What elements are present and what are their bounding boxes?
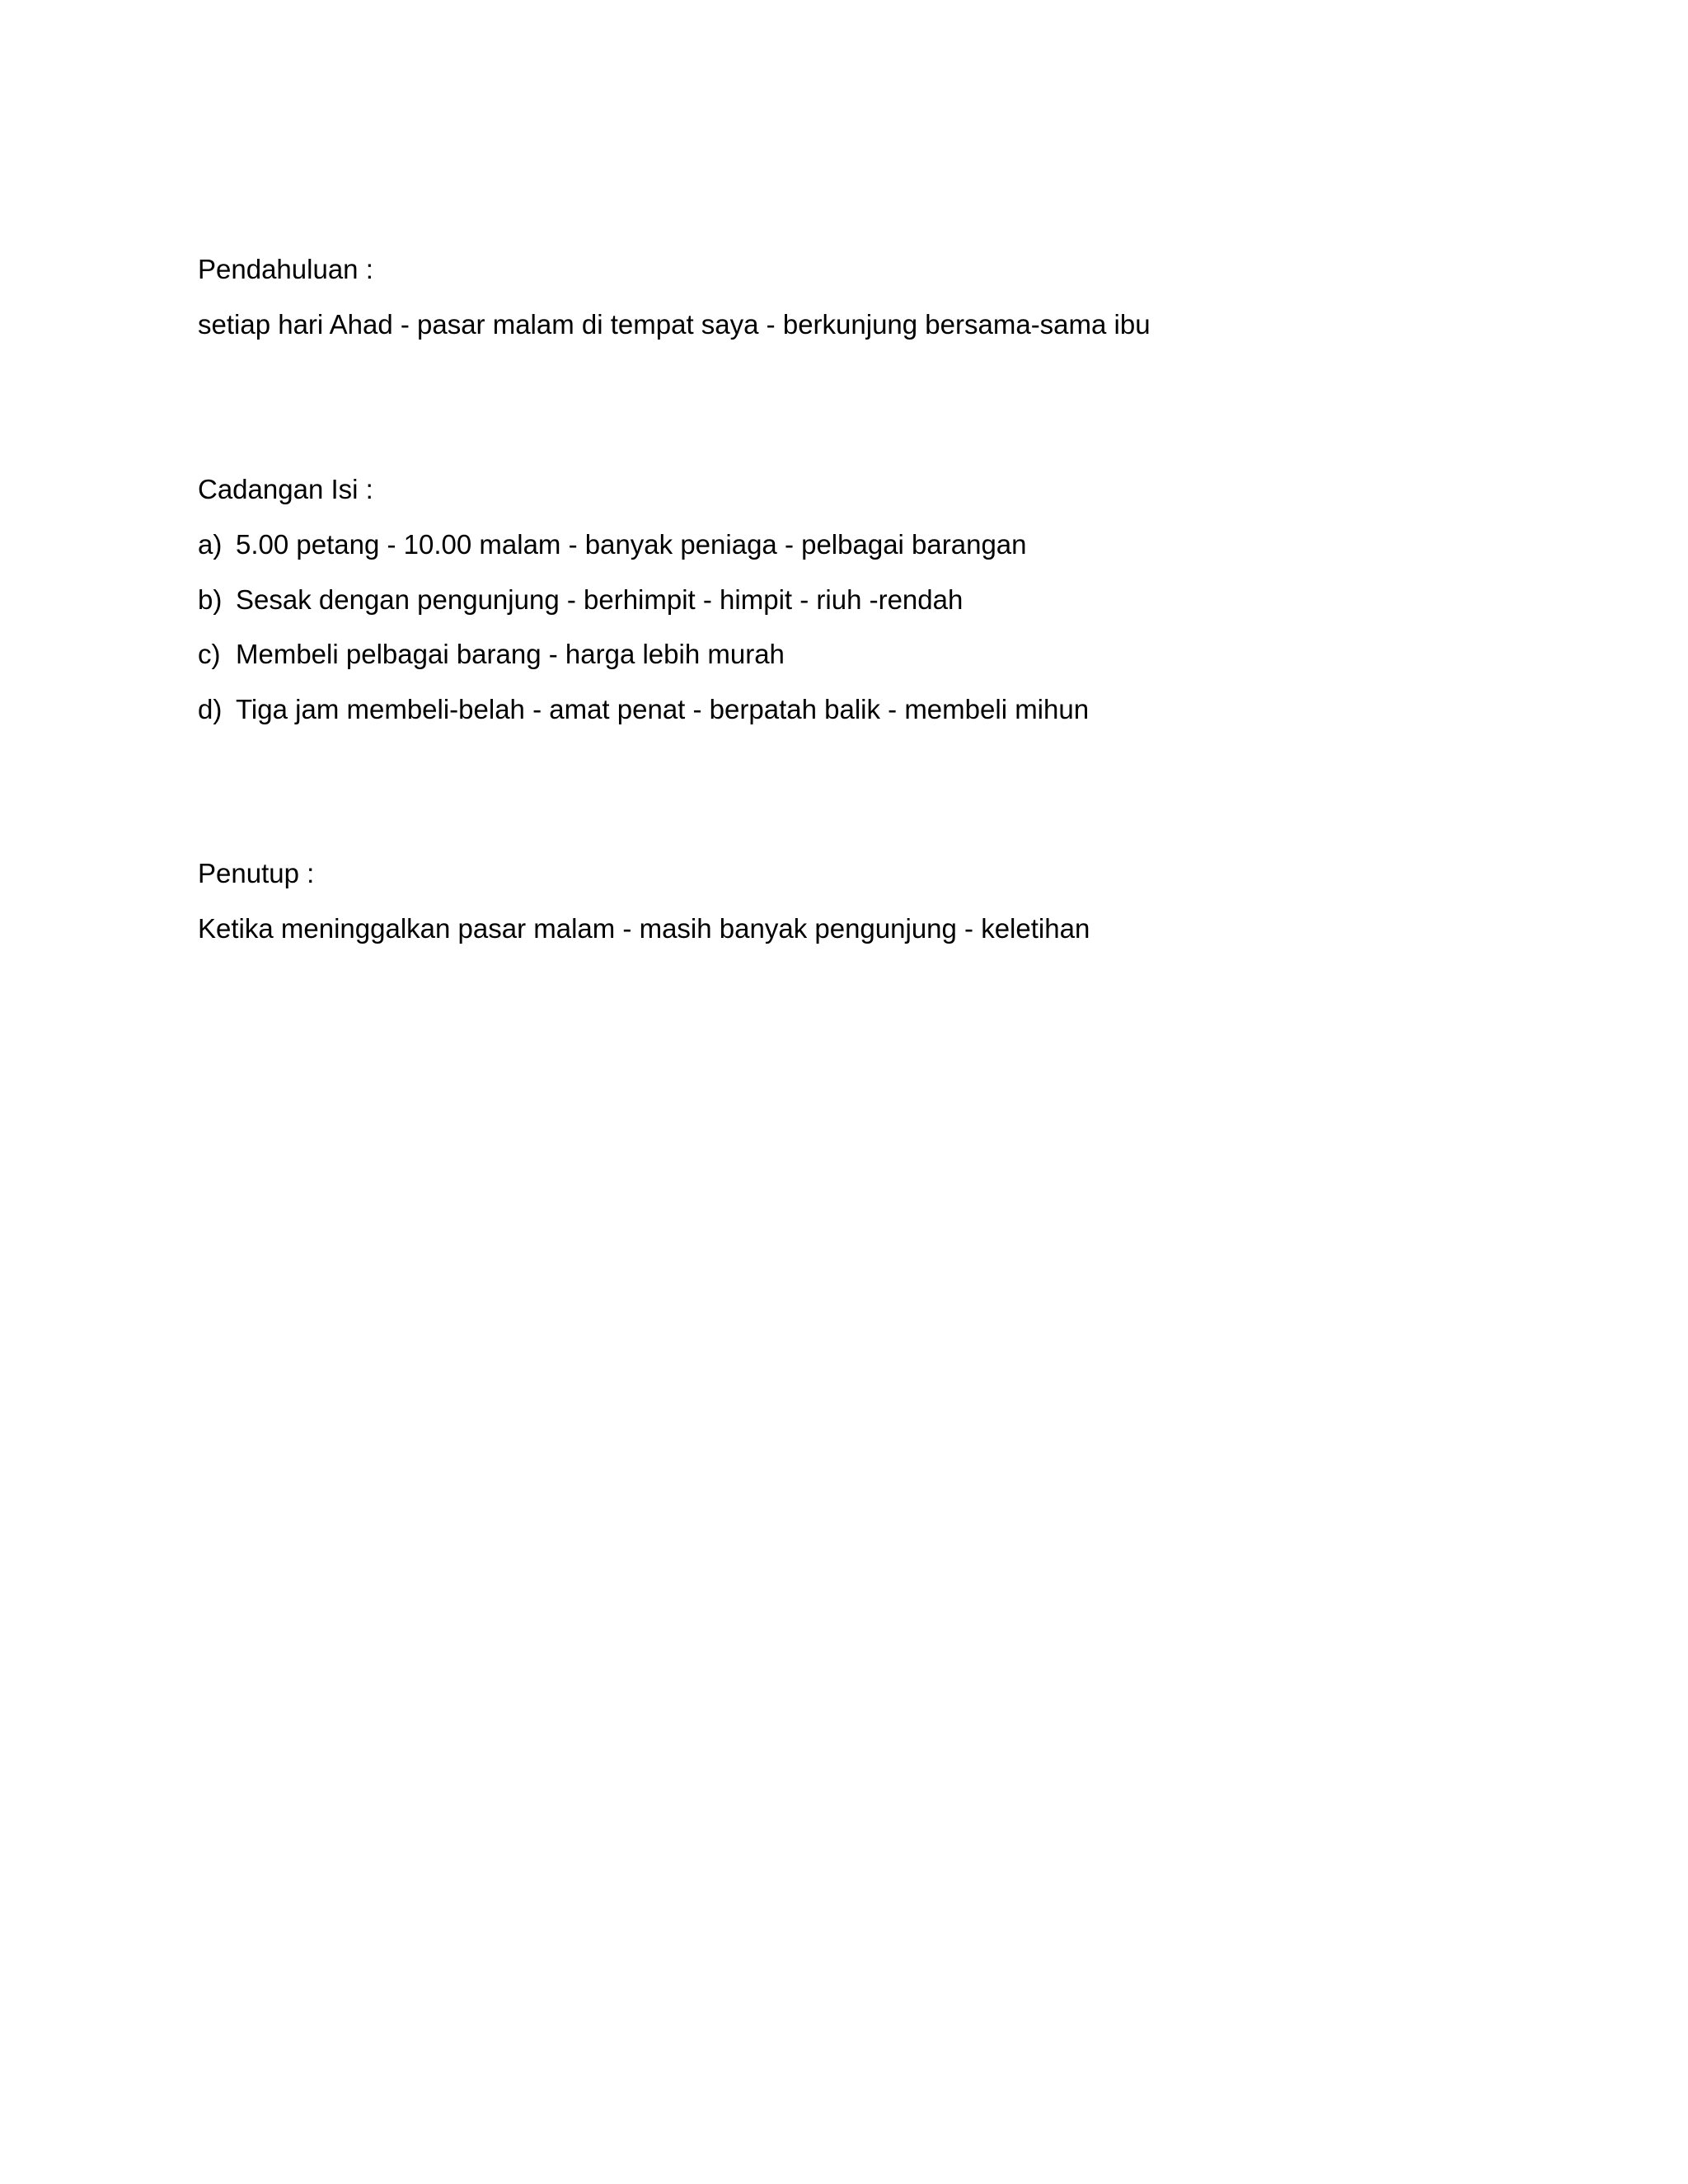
- list-item-a: [198, 528, 1027, 561]
- section-heading-pendahuluan: Pendahuluan :: [198, 254, 373, 284]
- section-heading-cadangan-isi: Cadangan Isi :: [198, 474, 373, 504]
- list-item-text: Membeli pelbagai barang - harga lebih murah: [236, 639, 785, 669]
- list-item-c: [198, 638, 785, 671]
- list-item-b: [198, 583, 963, 616]
- list-marker: b): [198, 584, 223, 615]
- section-heading-penutup: Penutup :: [198, 858, 315, 888]
- pendahuluan-text: setiap hari Ahad - pasar malam di tempat saya - berkunjung bersama-sama ibu: [198, 309, 1151, 340]
- list-item-text: Tiga jam membeli-belah - amat penat - berpatah balik - membeli mihun: [236, 694, 1090, 724]
- penutup-text: Ketika meninggalkan pasar malam - masih banyak pengunjung - keletihan: [198, 913, 1090, 944]
- list-item-text: 5.00 petang - 10.00 malam - banyak peniaga - pelbagai barangan: [236, 529, 1027, 560]
- list-marker: d): [198, 694, 223, 724]
- list-item-d: [198, 693, 1089, 726]
- list-marker: a): [198, 529, 223, 560]
- list-item-text: Sesak dengan pengunjung - berhimpit - himpit - riuh -rendah: [236, 584, 964, 615]
- list-marker: c): [198, 639, 221, 669]
